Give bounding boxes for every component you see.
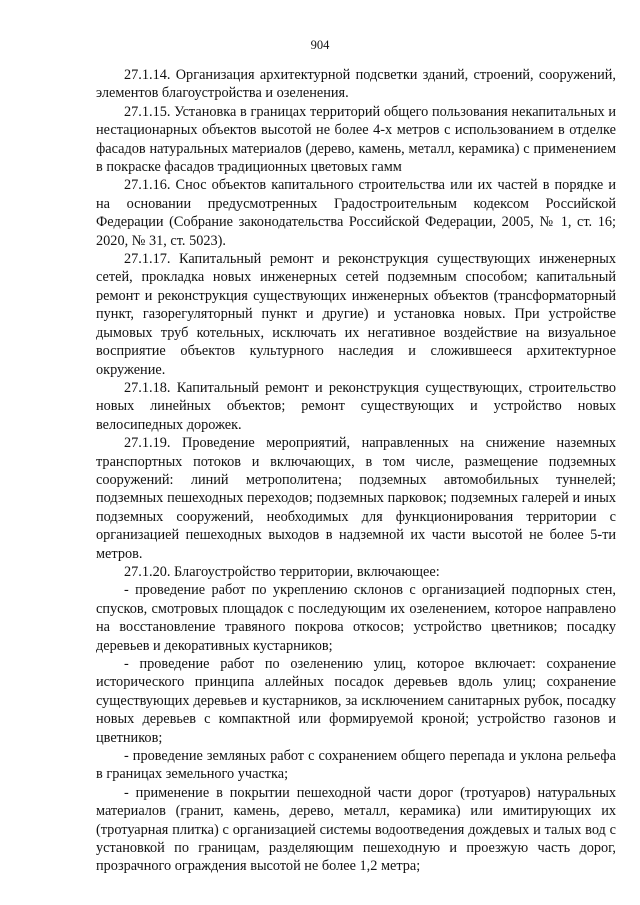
paragraph-27-1-14: 27.1.14. Организация архитектурной подсветки зданий, строений, сооружений, элементов благоустройства и озеленения. bbox=[96, 67, 616, 102]
list-item-pedestrian-paving: - применение в покрытии пешеходной части дорог (тротуаров) натуральных материалов (гранит, камень, дерево, металл, керамика) или имитирующих их (тротуарная плитка) с организацией системы водоотведения дождевых и талых вод с установкой по границам, разделяющим пешеходную и проезжую часть дорог, прозрачного ограждения высотой не более 1,2 метра; bbox=[96, 784, 616, 875]
paragraph-27-1-17: 27.1.17. Капитальный ремонт и реконструкция существующих инженерных сетей, прокладка новых инженерных сетей подземным способом; капитальный ремонт и реконструкция существующих инженерных объектов (трансформаторный пункт, газорегуляторный пункт и другие) и установка новых. При устройстве дымовых труб котельных, исключать их негативное воздействие на визуальное восприятие объектов культурного наследия и сложившееся архитектурное окружение. bbox=[96, 251, 616, 378]
list-item-street-greening: - проведение работ по озеленению улиц, которое включает: сохранение исторического принципа аллейных посадок деревьев вдоль улиц; сохранение существующих деревьев и кустарников, за исключением санитарных рубок, посадку новых деревьев с компактной или формируемой кроной; устройство газонов и цветников; bbox=[96, 656, 616, 746]
paragraph-27-1-19: 27.1.19. Проведение мероприятий, направленных на снижение наземных транспортных потоков и включающих, в том числе, размещение подземных сооружений: линий метрополитена; подземных автомобильных туннелей; подземных пешеходных переходов; подземных парковок; подземных галерей и иных подземных сооружений, необходимых для функционирования территории с организацией пешеходных выходов в надземной их части высотой не более 5-ти метров. bbox=[96, 435, 616, 562]
page-number: 904 bbox=[310, 38, 330, 52]
paragraph-27-1-18: 27.1.18. Капитальный ремонт и реконструкция существующих, строительство новых линейных объектов; ремонт существующих и устройство новых велосипедных дорожек. bbox=[96, 379, 616, 433]
list-item-slopes: - проведение работ по укреплению склонов с организацией подпорных стен, спусков, смотровых площадок с последующим их озеленением, которое направлено на восстановление травяного покрова откосов; устройство цветников; посадку деревьев и декоративных кустарников; bbox=[96, 582, 616, 654]
paragraph-27-1-15: 27.1.15. Установка в границах территорий общего пользования некапитальных и нестационарных объектов высотой не более 4-х метров с использованием в отделке фасадов натуральных материалов (дерево, камень, металл, керамика) с применением в покраске фасадов традиционных цветовых гамм bbox=[96, 103, 616, 176]
paragraph-27-1-20: 27.1.20. Благоустройство территории, включающее: bbox=[124, 563, 440, 580]
document-body bbox=[96, 66, 616, 876]
paragraph-27-1-16: 27.1.16. Снос объектов капитального строительства или их частей в порядке и на основании предусмотренных Градостроительным кодексом Российской Федерации (Собрание законодательства Российской Федерации, 2005, № 1, ст. 16; 2020, № 31, ст. 5023). bbox=[96, 177, 616, 249]
list-item-earthworks: - проведение земляных работ с сохранением общего перепада и уклона рельефа в границах земельного участка; bbox=[96, 748, 616, 783]
